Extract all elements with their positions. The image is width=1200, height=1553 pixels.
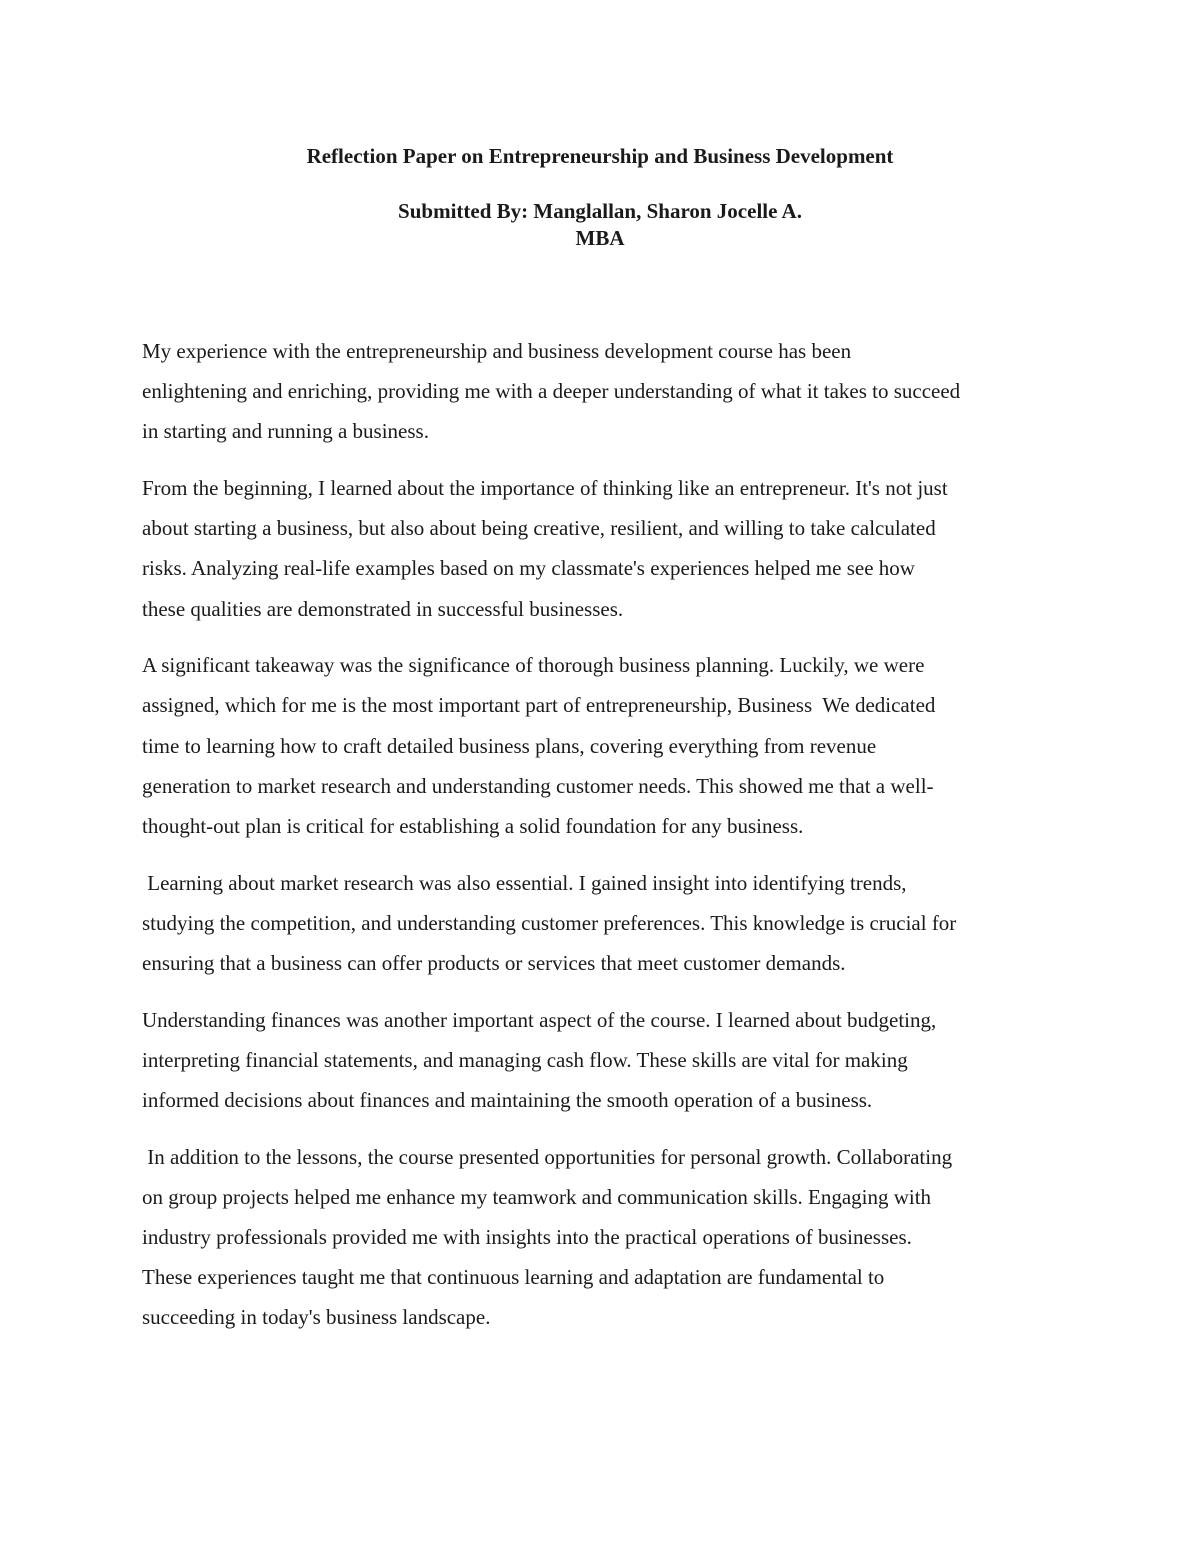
paragraph-line: From the beginning, I learned about the importance of thinking like an entrepreneur. It's not just — [142, 476, 948, 500]
submitted-by: Submitted By: Manglallan, Sharon Jocelle A. — [398, 199, 802, 223]
paragraph-line: on group projects helped me enhance my teamwork and communication skills. Engaging with — [142, 1184, 932, 1209]
paragraph-line: studying the competition, and understanding customer preferences. This knowledge is crucial for — [142, 910, 957, 935]
document-body — [142, 331, 1062, 1354]
paragraph-line: informed decisions about finances and maintaining the smooth operation of a business. — [142, 1088, 873, 1113]
paragraph-line: thought-out plan is critical for establishing a solid foundation for any business. — [142, 814, 804, 839]
paragraph-line: enlightening and enriching, providing me with a deeper understanding of what it takes to succeed — [142, 379, 961, 404]
paragraph-line: assigned, which for me is the most important part of entrepreneurship, Business We dedicated — [142, 693, 936, 718]
paragraph-line: A significant takeaway was the significance of thorough business planning. Luckily, we were — [142, 653, 925, 678]
paragraph-3 — [142, 645, 1062, 846]
paragraph-line: these qualities are demonstrated in successful businesses. — [142, 596, 624, 621]
paragraph-line: These experiences taught me that continuous learning and adaptation are fundamental to — [142, 1265, 885, 1290]
document-title: Reflection Paper on Entrepreneurship and Business Development — [306, 144, 894, 168]
paragraph-line: generation to market research and understanding customer needs. This showed me that a well- — [142, 773, 934, 798]
paragraph-line: in starting and running a business. — [142, 419, 429, 444]
author-block — [0, 198, 1200, 252]
paragraph-line: In addition to the lessons, the course presented opportunities for personal growth. Collaborating — [142, 1144, 953, 1169]
paragraph-line: ensuring that a business can offer products or services that meet customer demands. — [142, 951, 846, 976]
paragraph-1 — [142, 331, 1062, 452]
paragraph-line: Understanding finances was another important aspect of the course. I learned about budgeting, — [142, 1007, 937, 1032]
paragraph-2 — [142, 468, 1062, 629]
paragraph-line: risks. Analyzing real-life examples based on my classmate's experiences helped me see how — [142, 556, 915, 581]
paragraph-line: time to learning how to craft detailed business plans, covering everything from revenue — [142, 733, 877, 758]
paragraph-5 — [142, 1000, 1062, 1121]
paragraph-line: industry professionals provided me with insights into the practical operations of businesses. — [142, 1225, 912, 1250]
paragraph-line: Learning about market research was also essential. I gained insight into identifying trends, — [142, 870, 907, 895]
paragraph-line: succeeding in today's business landscape. — [142, 1305, 491, 1330]
paragraph-line: about starting a business, but also about being creative, resilient, and willing to take calculated — [142, 516, 936, 541]
paragraph-line: interpreting financial statements, and managing cash flow. These skills are vital for making — [142, 1047, 908, 1072]
program-label: MBA — [575, 226, 625, 250]
paragraph-4 — [142, 863, 1062, 984]
paragraph-line: My experience with the entrepreneurship and business development course has been — [142, 339, 852, 363]
paragraph-6 — [142, 1137, 1062, 1338]
